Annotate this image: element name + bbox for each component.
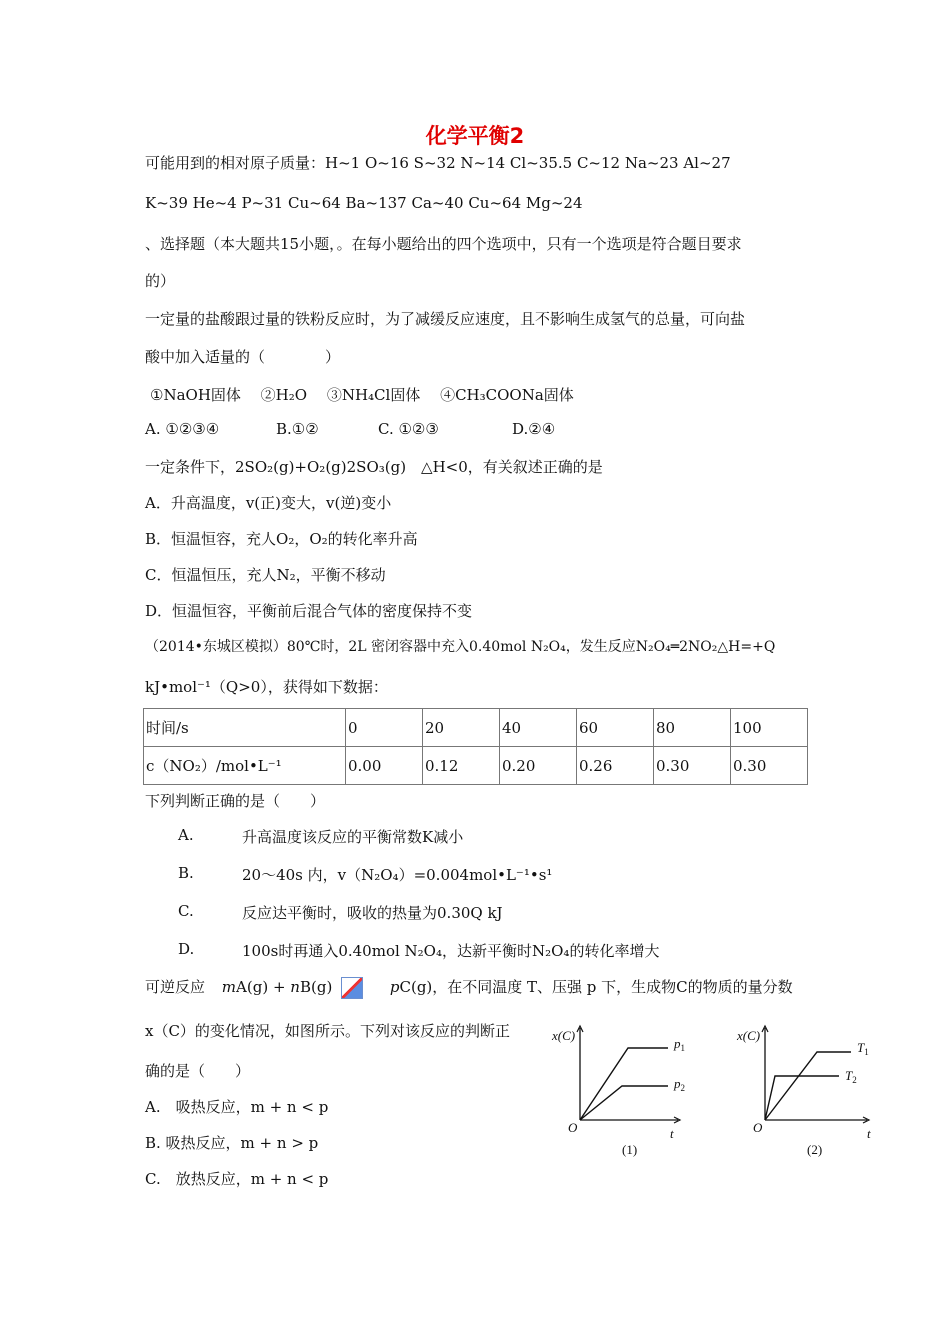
q2-option-a: A．升高温度，v(正)变大，v(逆)变小 (145, 494, 392, 512)
q4-stem-line-3: 确的是（ ） (145, 1062, 251, 1080)
q4-stem-post: C(g)，在不同温度 T、压强 p 下，生成物C的物质的量分数 (399, 978, 793, 996)
atomic-masses-line-1: 可能用到的相对原子质量：H~1 O~16 S~32 N~14 Cl~35.5 C~12 Na~23 Al~27 (145, 154, 731, 172)
q4-stem-line-2: x（C）的变化情况，如图所示。下列对该反应的判断正 (145, 1022, 510, 1040)
fig1-curve2-label: $p_2$ (674, 1076, 685, 1093)
fig2-curve-t2 (765, 1076, 839, 1120)
q2-option-c: C．恒温恒压，充人N₂，平衡不移动 (145, 566, 386, 584)
table-cell: 0 (346, 709, 423, 747)
table-cell: 60 (577, 709, 654, 747)
q4-option-b: B. 吸热反应，m + n > p (145, 1134, 319, 1152)
figure-2-temperature-graph (735, 1020, 885, 1160)
q1-option-b: B.①② (276, 420, 319, 438)
fig1-curve-p2 (580, 1086, 668, 1120)
table-cell: 0.30 (731, 747, 808, 785)
fig2-curve-t1 (765, 1052, 851, 1120)
q1-option-c: C. ①②③ (378, 420, 439, 438)
q3-option-c-label: C. (178, 902, 194, 920)
q1-stem-line-1: 一定量的盐酸跟过量的铁粉反应时，为了减缓反应速度，且不影响生成氢气的总量，可向盐 (145, 310, 746, 328)
table-cell: 0.20 (500, 747, 577, 785)
fig1-xlabel: t (670, 1126, 674, 1141)
table-cell: 0.12 (423, 747, 500, 785)
table-cell: 时间/s (144, 709, 346, 747)
fig1-curve1-label: $p_1$ (674, 1036, 685, 1053)
table-header-row (144, 709, 808, 747)
table-cell: 40 (500, 709, 577, 747)
q4-stem-m: m (221, 978, 237, 996)
table-cell: 80 (654, 709, 731, 747)
q4-stem-p: p (389, 978, 400, 996)
fig1-origin: O (568, 1120, 578, 1135)
q2-stem: 一定条件下，2SO₂(g)+O₂(g)2SO₃(g) △H<0，有关叙述正确的是 (145, 458, 603, 476)
q4-option-c: C. 放热反应，m + n < p (145, 1170, 329, 1188)
table-cell: 0.00 (346, 747, 423, 785)
table-row (144, 747, 808, 785)
q4-option-a: A. 吸热反应，m + n < p (145, 1098, 329, 1116)
q1-option-a: A. ①②③④ (145, 420, 220, 438)
table-cell: 20 (423, 709, 500, 747)
q3-option-b: 20～40s 内，v（N₂O₄）=0.004mol•L⁻¹•s¹ (242, 866, 553, 884)
fig2-curve2-label: $T_2$ (845, 1068, 857, 1085)
equilibrium-arrow-icon (341, 977, 363, 999)
q1-option-d: D.②④ (512, 420, 556, 438)
q3-stem-line-2: kJ•mol⁻¹（Q>0），获得如下数据： (145, 678, 388, 696)
table-cell: 0.26 (577, 747, 654, 785)
q3-option-d-label: D. (178, 940, 195, 958)
table-cell: 0.30 (654, 747, 731, 785)
q4-stem-pre: 可逆反应 (145, 978, 206, 996)
q3-option-c: 反应达平衡时，吸收的热量为0.30Q kJ (242, 904, 503, 922)
q3-option-a: 升高温度该反应的平衡常数K减小 (242, 828, 464, 846)
q3-option-a-label: A. (178, 826, 194, 844)
fig1-caption: (1) (622, 1142, 638, 1157)
fig2-caption: (2) (807, 1142, 823, 1157)
q1-stem-line-2: 酸中加入适量的（ ） (145, 348, 341, 366)
figure-1-pressure-graph (550, 1020, 700, 1160)
fig2-xlabel: t (867, 1126, 871, 1141)
q4-stem-a: A(g) + (236, 978, 286, 996)
fig1-ylabel: x(C) (552, 1028, 576, 1043)
q3-option-b-label: B. (178, 864, 194, 882)
q3-ask: 下列判断正确的是（ ） (145, 792, 326, 810)
q4-stem-n: n (290, 978, 300, 996)
table-cell: c（NO₂）/mol•L⁻¹ (144, 747, 346, 785)
section-heading-line-2: 的） (145, 272, 176, 290)
section-heading-line-1: 、选择题（本大题共15小题，。在每小题给出的四个选项中，只有一个选项是符合题目要求 (145, 235, 742, 253)
q1-items: ①NaOH固体 ②H₂O ③NH₄Cl固体 ④CH₃COONa固体 (150, 386, 574, 404)
q2-option-b: B．恒温恒容，充人O₂，O₂的转化率升高 (145, 530, 418, 548)
atomic-masses-line-2: K~39 He~4 P~31 Cu~64 Ba~137 Ca~40 Cu~64 Mg~24 (145, 194, 583, 212)
fig2-ylabel: x(C) (737, 1028, 761, 1043)
q4-stem-b: B(g) (299, 978, 333, 996)
page-title: 化学平衡2 (425, 124, 525, 148)
fig2-curve1-label: $T_1$ (857, 1040, 869, 1057)
table-cell: 100 (731, 709, 808, 747)
q2-option-d: D．恒温恒容，平衡前后混合气体的密度保持不变 (145, 602, 473, 620)
q3-data-table (143, 708, 808, 785)
fig2-origin: O (753, 1120, 763, 1135)
q4-stem (145, 976, 793, 999)
q3-option-d: 100s时再通入0.40mol N₂O₄，达新平衡时N₂O₄的转化率增大 (242, 942, 660, 960)
q3-stem-line-1: （2014•东城区模拟）80℃时，2L 密闭容器中充入0.40mol N₂O₄，发生反应N₂O₄═2NO₂△H=+Q (145, 639, 776, 655)
